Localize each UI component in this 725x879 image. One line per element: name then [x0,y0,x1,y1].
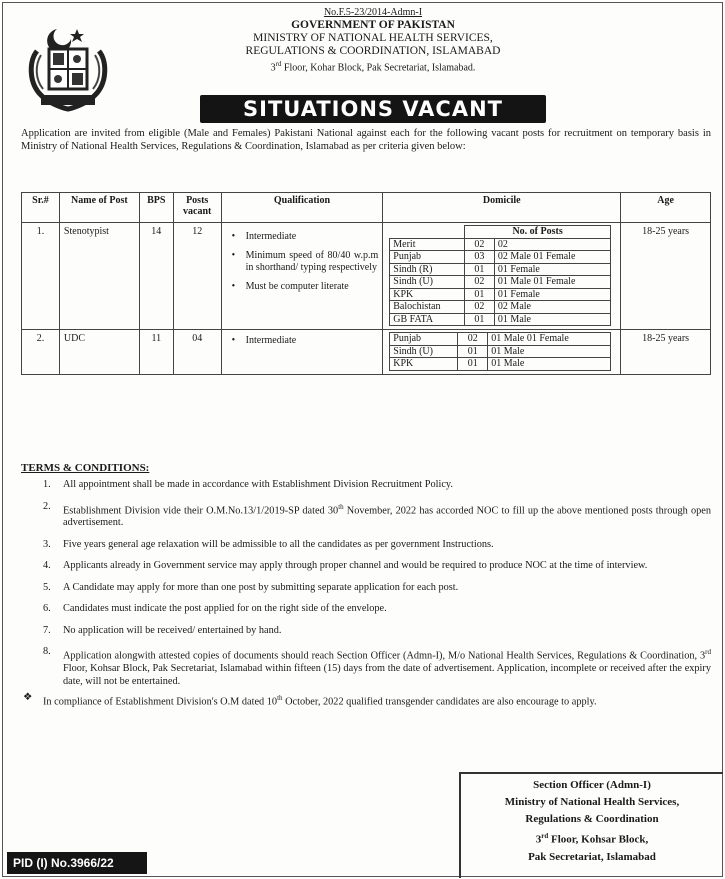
row-bps: 11 [139,330,173,375]
signature-division: Regulations & Coordination [525,813,659,825]
qualification-item: • Minimum speed of 80/40 w.p.m in shorthand/ typing respectively [230,250,379,274]
term-item: ❖ In compliance of Establishment Division's O.M dated 10th October, 2022 qualified transgender candidates are also encourage to apply. [23,692,597,708]
row-sr: 2. [22,330,60,375]
domicile-row: Punjab 03 02 Male 01 Female [390,251,611,264]
row-post-name: UDC [59,330,139,375]
term-item: 3. Five years general age relaxation will be admissible to all the candidates as per government Instructions. [43,538,494,550]
term-item: 7. No application will be received/ entertained by hand. [43,624,282,636]
signature-ministry: Ministry of National Health Services, [504,796,680,808]
term-item: 8. Application alongwith attested copies of documents should reach Section Officer (Admn-I), M/o National Health Services, Regulations & Coordination, 3rd Floor, Kohsar Block, Pak Secretariat, Islamabad within fifteen (15) days from the date of advertisement. Application, incomplete or received after the expiry date, will not be entertained. [43,646,711,687]
domicile-table [389,225,611,326]
row-qualification [221,330,383,375]
row-sr: 1. [22,223,60,330]
row-qualification [221,223,383,330]
row-bps: 14 [139,223,173,330]
row-posts-vacant: 12 [173,223,221,330]
office-address: 3rd Floor, Kohar Block, Pak Secretariat, Islamabad. [270,60,476,74]
vacancy-table [21,192,711,375]
qualification-item: • Intermediate [230,231,379,243]
signature-title: Section Officer (Admn-I) [533,779,651,791]
ministry-line-2: REGULATIONS & COORDINATION, ISLAMABAD [245,45,501,57]
domicile-table [389,332,611,371]
signature-address: Pak Secretariat, Islamabad [528,850,656,863]
row-posts-vacant: 04 [173,330,221,375]
letterhead [133,6,613,74]
term-item: 1. All appointment shall be made in accordance with Establishment Division Recruitment Policy. [43,479,453,490]
domicile-row: KPK 01 01 Female [390,288,611,301]
signature-floor: 3rd Floor, Kohsar Block, [535,832,649,846]
header-qualification: Qualification [221,193,383,223]
row-post-name: Stenotypist [59,223,139,330]
term-item: 4. Applicants already in Government service may apply through proper channel and would be required to produce NOC at the time of interview. [43,560,648,572]
term-item: 5. A Candidate may apply for more than one post by submitting separate application for each post. [43,581,459,593]
table-row [22,223,711,330]
qualification-item: • Must be computer literate [230,281,379,293]
domicile-row: KPK 01 01 Male [390,358,611,371]
domicile-row: Punjab 02 01 Male 01 Female [390,333,611,346]
reference-number: No.F.5-23/2014-Admn-I [323,7,423,18]
pid-number: PID (I) No.3966/22 [7,852,147,874]
row-age: 18-25 years [621,223,711,330]
terms-title: TERMS & CONDITIONS: [21,462,150,474]
header-age: Age [621,193,711,223]
header-sr: Sr.# [22,193,60,223]
domicile-header: No. of Posts [464,226,610,239]
header-post-name: Name of Post [59,193,139,223]
domicile-row: Merit 02 02 [390,238,611,251]
domicile-row: GB FATA 01 01 Male [390,313,611,326]
table-header-row [22,193,711,223]
terms-list [21,479,711,718]
advertisement-page [2,2,723,877]
header-domicile: Domicile [383,193,621,223]
domicile-row: Sindh (R) 01 01 Female [390,263,611,276]
table-row [22,330,711,375]
domicile-row: Balochistan 02 02 Male [390,301,611,314]
situations-vacant-banner: SITUATIONS VACANT [200,95,546,123]
header-posts-vacant: Posts vacant [173,193,221,223]
row-domicile [383,330,621,375]
term-item: 6. Candidates must indicate the post applied for on the right side of the envelope. [43,603,387,615]
header-bps: BPS [139,193,173,223]
qualification-item: • Intermediate [230,335,379,347]
domicile-row: Sindh (U) 01 01 Male [390,345,611,358]
intro-paragraph: Application are invited from eligible (Male and Females) Pakistani National against each for the following vacant posts for recruitment on temporary basis in Ministry of National Health Services, Regulations & Coordination, Islamabad as per criteria given below: [21,128,711,152]
row-age: 18-25 years [621,330,711,375]
term-item: 2. Establishment Division vide their O.M.No.13/1/2019-SP dated 30th November, 2022 has accorded NOC to fill up the above mentioned posts through open advertisement. [43,500,711,529]
row-domicile [383,223,621,330]
state-emblem-icon [27,21,109,113]
government-title: GOVERNMENT OF PAKISTAN [291,19,455,31]
signature-block [459,772,723,878]
domicile-row: Sindh (U) 02 01 Male 01 Female [390,276,611,289]
ministry-line-1: MINISTRY OF NATIONAL HEALTH SERVICES, [253,32,493,44]
